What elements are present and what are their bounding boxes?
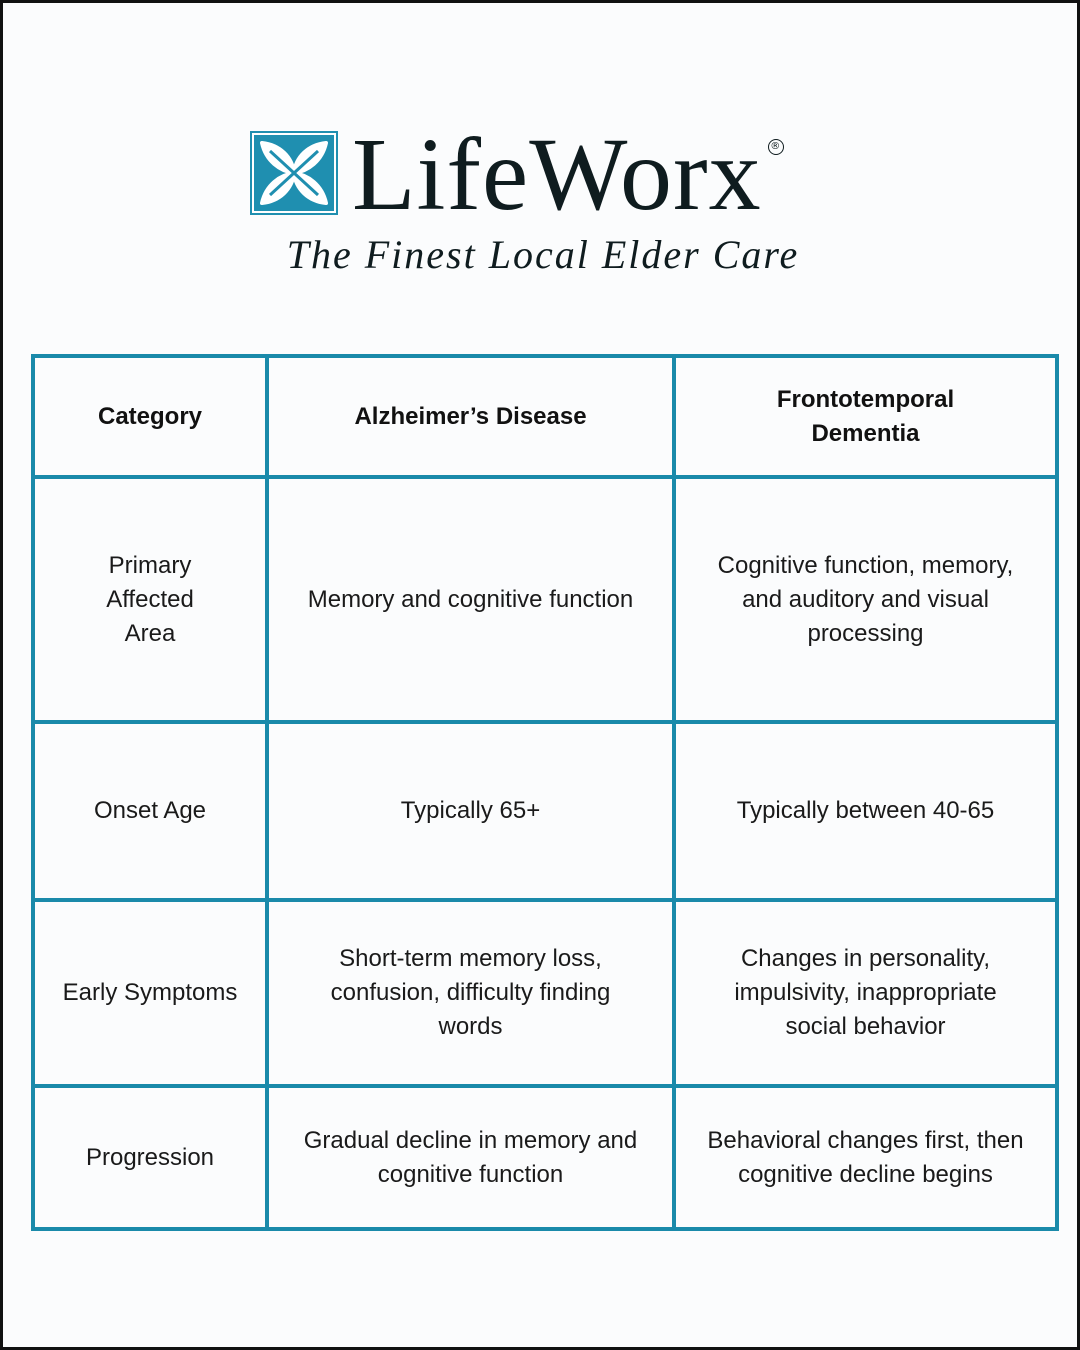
logo <box>250 117 782 232</box>
ftd-cell: Behavioral changes first, then cognitive decline begins <box>674 1086 1057 1229</box>
ftd-cell: Changes in personality, impulsivity, inappropriate social behavior <box>674 900 1057 1086</box>
row-category-cell: Early Symptoms <box>33 900 267 1086</box>
brand-name <box>352 117 782 232</box>
header-category: Category <box>33 356 267 477</box>
row-category-cell: Primary Affected Area <box>33 477 267 722</box>
table-row <box>33 722 1057 900</box>
brand-name-text: LifeWorx <box>352 117 762 232</box>
tagline: The Finest Local Elder Care <box>286 232 800 277</box>
table-row <box>33 477 1057 722</box>
comparison-table <box>31 354 1059 1231</box>
ftd-cell: Typically between 40-65 <box>674 722 1057 900</box>
alzheimers-cell: Gradual decline in memory and cognitive function <box>267 1086 674 1229</box>
row-category-cell: Onset Age <box>33 722 267 900</box>
registered-mark: ® <box>768 139 784 155</box>
leaf-logo-icon <box>250 131 338 215</box>
header-alzheimers: Alzheimer’s Disease <box>267 356 674 477</box>
alzheimers-cell: Short-term memory loss, confusion, difficulty finding words <box>267 900 674 1086</box>
table-header-row <box>33 356 1057 477</box>
table-row <box>33 1086 1057 1229</box>
alzheimers-cell: Memory and cognitive function <box>267 477 674 722</box>
table-row <box>33 900 1057 1086</box>
alzheimers-cell: Typically 65+ <box>267 722 674 900</box>
ftd-cell: Cognitive function, memory, and auditory and visual processing <box>674 477 1057 722</box>
header-ftd: Frontotemporal Dementia <box>674 356 1057 477</box>
row-category-cell: Progression <box>33 1086 267 1229</box>
